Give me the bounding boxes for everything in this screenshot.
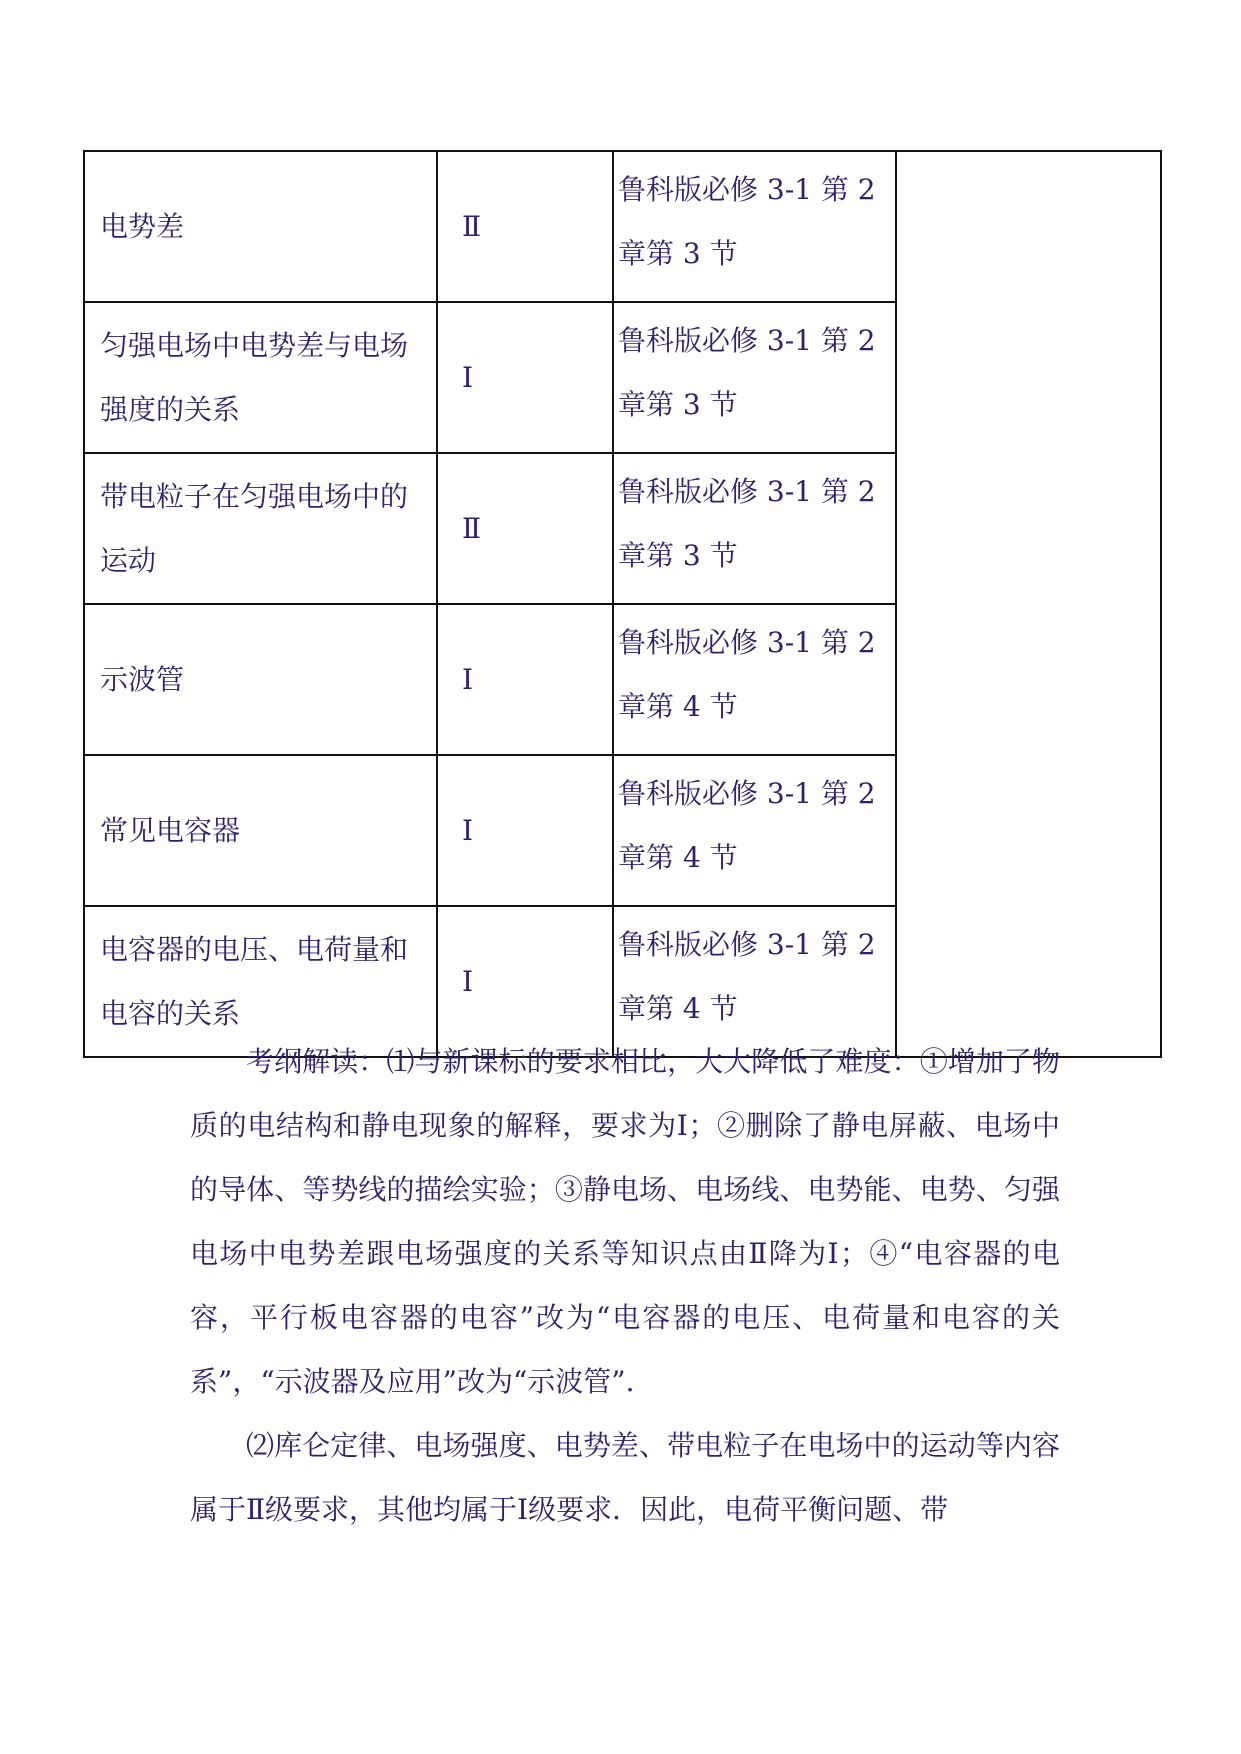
level-cell: Ⅰ (437, 906, 613, 1057)
topic-cell: 匀强电场中电势差与电场强度的关系 (84, 302, 437, 453)
source-cell: 鲁科版必修 3-1 第 2 章第 4 节 (613, 604, 896, 755)
syllabus-table (83, 150, 1162, 1058)
level-cell: Ⅱ (437, 453, 613, 604)
topic-cell: 电势差 (84, 151, 437, 302)
source-cell: 鲁科版必修 3-1 第 2 章第 4 节 (613, 755, 896, 906)
topic-cell: 示波管 (84, 604, 437, 755)
source-cell: 鲁科版必修 3-1 第 2 章第 3 节 (613, 151, 896, 302)
level-cell: Ⅰ (437, 755, 613, 906)
level-cell: Ⅰ (437, 604, 613, 755)
topic-cell: 常见电容器 (84, 755, 437, 906)
source-cell: 鲁科版必修 3-1 第 2 章第 4 节 (613, 906, 896, 1057)
topic-cell: 带电粒子在匀强电场中的运动 (84, 453, 437, 604)
topic-cell: 电容器的电压、电荷量和电容的关系 (84, 906, 437, 1057)
syllabus-interpretation (190, 1030, 1060, 1542)
interpretation-paragraph-1: 考纲解读：⑴与新课标的要求相比，大大降低了难度：①增加了物质的电结构和静电现象的解释，要求为Ⅰ；②删除了静电屏蔽、电场中的导体、等势线的描绘实验；③静电场、电场线、电势能、电势、匀强电场中电势差跟电场强度的关系等知识点由Ⅱ降为Ⅰ；④“电容器的电容，平行板电容器的电容”改为“电容器的电压、电荷量和电容的关系”，“示波器及应用”改为“示波管”. (190, 1045, 1060, 1398)
interpretation-paragraph-2: ⑵库仑定律、电场强度、电势差、带电粒子在电场中的运动等内容属于Ⅱ级要求，其他均属于Ⅰ级要求．因此，电荷平衡问题、带 (190, 1429, 1060, 1526)
source-cell: 鲁科版必修 3-1 第 2 章第 3 节 (613, 302, 896, 453)
notes-cell (896, 151, 1161, 1057)
level-cell: Ⅱ (437, 151, 613, 302)
table-row (84, 151, 1161, 302)
source-cell: 鲁科版必修 3-1 第 2 章第 3 节 (613, 453, 896, 604)
level-cell: Ⅰ (437, 302, 613, 453)
